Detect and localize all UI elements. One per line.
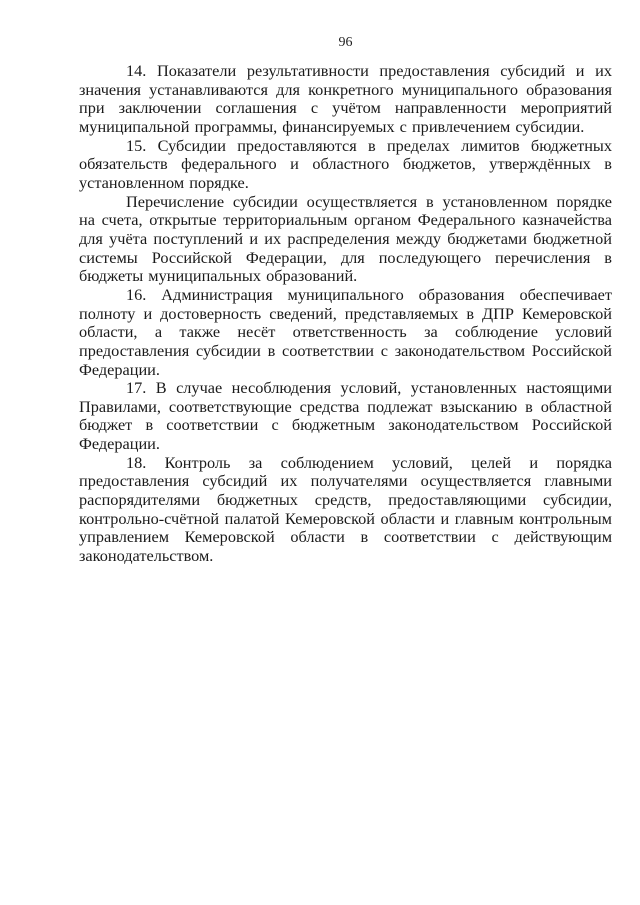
paragraph-15-transfer: Перечисление субсидии осуществляется в установленном порядке на счета, открытые территориальным органом Федерального казначейства для учёта поступлений и их распределения между бюджетами бюджетной системы Российской Федерации, для последующего перечисления в бюджеты муниципальных образований.: [79, 191, 612, 286]
page-number: 96: [338, 35, 353, 50]
paragraph-17: 17. В случае несоблюдения условий, установленных настоящими Правилами, соответствующие средства подлежат взысканию в областной бюджет в соответствии с бюджетным законодательством Российской Федерации.: [79, 378, 612, 454]
paragraph-16: 16. Администрация муниципального образования обеспечивает полноту и достоверность сведений, представляемых в ДПР Кемеровской области, а также несёт ответственность за соблюдение условий предоставления субсидии в соответствии с законодательством Российской Федерации.: [79, 284, 612, 379]
paragraph-15: 15. Субсидии предоставляются в пределах лимитов бюджетных обязательств федерального и областного бюджетов, утверждённых в установленном порядке.: [79, 135, 612, 192]
paragraph-14: 14. Показатели результативности предоставления субсидий и их значения устанавливаются для конкретного муниципального образования при заключении соглашения с учётом направленности мероприятий муниципальной программы, финансируемых с привлечением субсидии.: [79, 61, 612, 136]
document-body: [79, 62, 612, 566]
paragraph-18: 18. Контроль за соблюдением условий, целей и порядка предоставления субсидий их получателями осуществляется главными распорядителями бюджетных средств, предоставляющими субсидии, контрольно-счётной палатой Кемеровской области и главным контрольным управлением Кемеровской области в соответствии с действующим законодательством.: [79, 452, 612, 566]
